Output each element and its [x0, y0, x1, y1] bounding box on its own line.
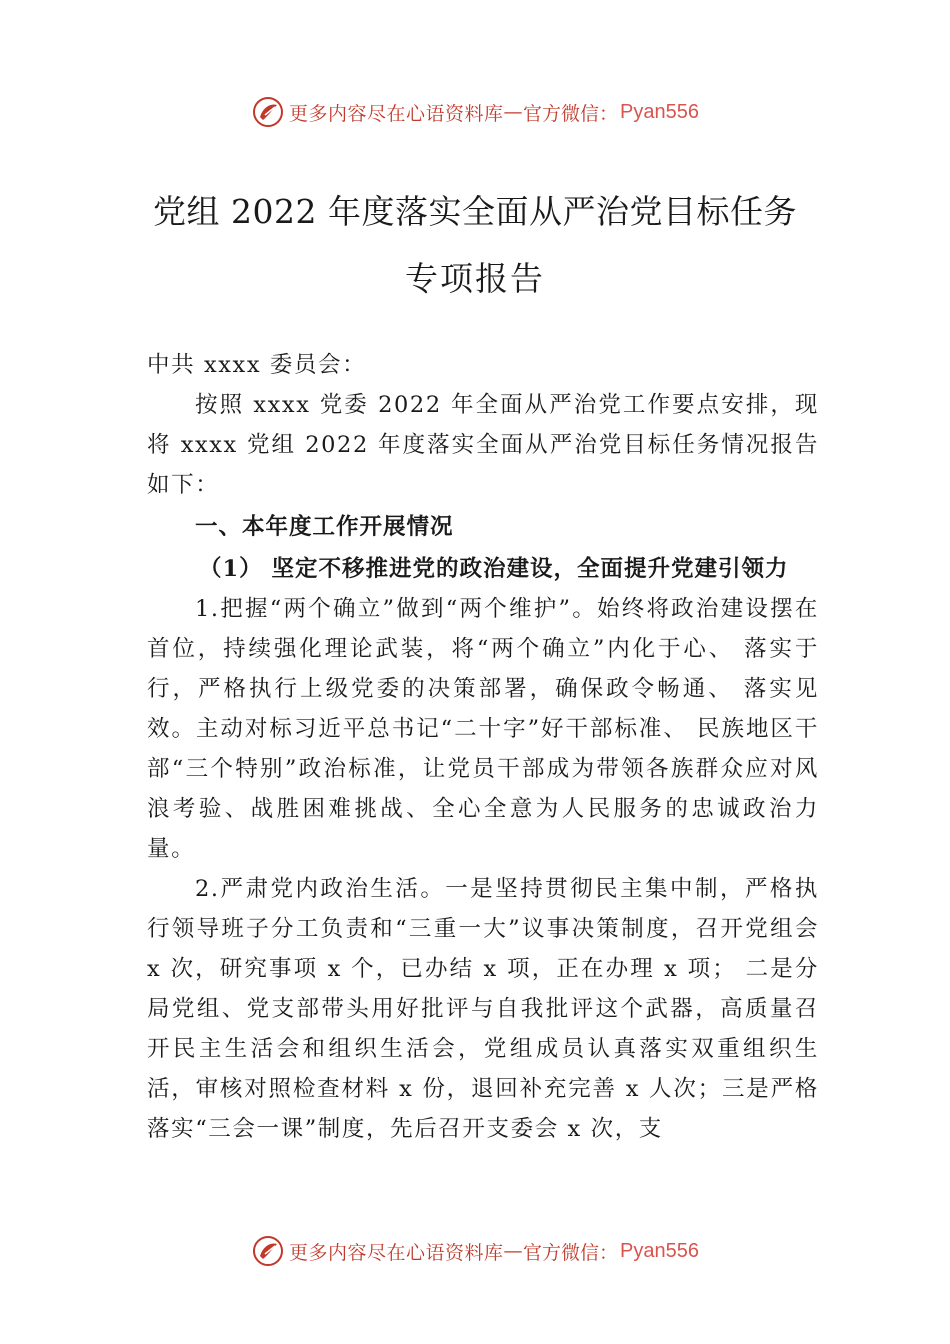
header-separator: — [503, 101, 524, 123]
header-wechat-label: 官方微信： [523, 102, 619, 125]
footer-wechat-label: 官方微信： [523, 1241, 619, 1264]
footer-wechat-id: Pyan556 [620, 1239, 699, 1262]
document-body [147, 345, 819, 1149]
intro-paragraph: 按照 xxxx 党委 2022 年全面从严治党工作要点安排，现将 xxxx 党组 2022 年度落实全面从严治党目标任务情况报告如下： [147, 392, 819, 498]
header-wechat-id: Pyan556 [620, 100, 699, 123]
salutation: 中共 xxxx 委员会： [147, 352, 367, 378]
brand-logo-icon [251, 1234, 285, 1268]
document-title-line2: 专项报告 [405, 259, 545, 298]
document-title-line1: 党组 2022 年度落实全面从严治党目标任务 [153, 192, 797, 231]
brand-logo-icon [251, 95, 285, 129]
footer-separator: — [503, 1240, 524, 1262]
subsection-heading: （1） 坚定不移推进党的政治建设，全面提升党建引领力 [199, 556, 789, 582]
footer-brand-text: 更多内容尽在心语资料库 [289, 1241, 504, 1264]
header-banner [0, 95, 950, 129]
paragraph-1: 1.把握“两个确立”做到“两个维护”。始终将政治建设摆在首位，持续强化理论武装，将“两个确立”内化于心、 落实于行，严格执行上级党委的决策部署，确保政令畅通、 落实见效。主动对标习近平总书记“二十字”好干部标准、 民族地区干部“三个特别”政治标准，让党员干部成为带领各族群众应对风浪考验、战胜困难挑战、全心全意为人民服务的忠诚政治力量。 [147, 596, 819, 862]
footer-banner [0, 1234, 950, 1268]
header-brand-text: 更多内容尽在心语资料库 [289, 102, 504, 125]
paragraph-2: 2.严肃党内政治生活。一是坚持贯彻民主集中制，严格执行领导班子分工负责和“三重一大”议事决策制度，召开党组会 x 次，研究事项 x 个，已办结 x 项，正在办理 x 项； 二是分局党组、党支部带头用好批评与自我批评这个武器，高质量召开民主生活会和组织生活会，党组成员认真落实双重组织生活，审核对照检查材料 x 份，退回补充完善 x 人次；三是严格落实“三会一课”制度，先后召开支委会 x 次，支 [147, 876, 819, 1142]
section-heading: 一、本年度工作开展情况 [195, 514, 454, 540]
